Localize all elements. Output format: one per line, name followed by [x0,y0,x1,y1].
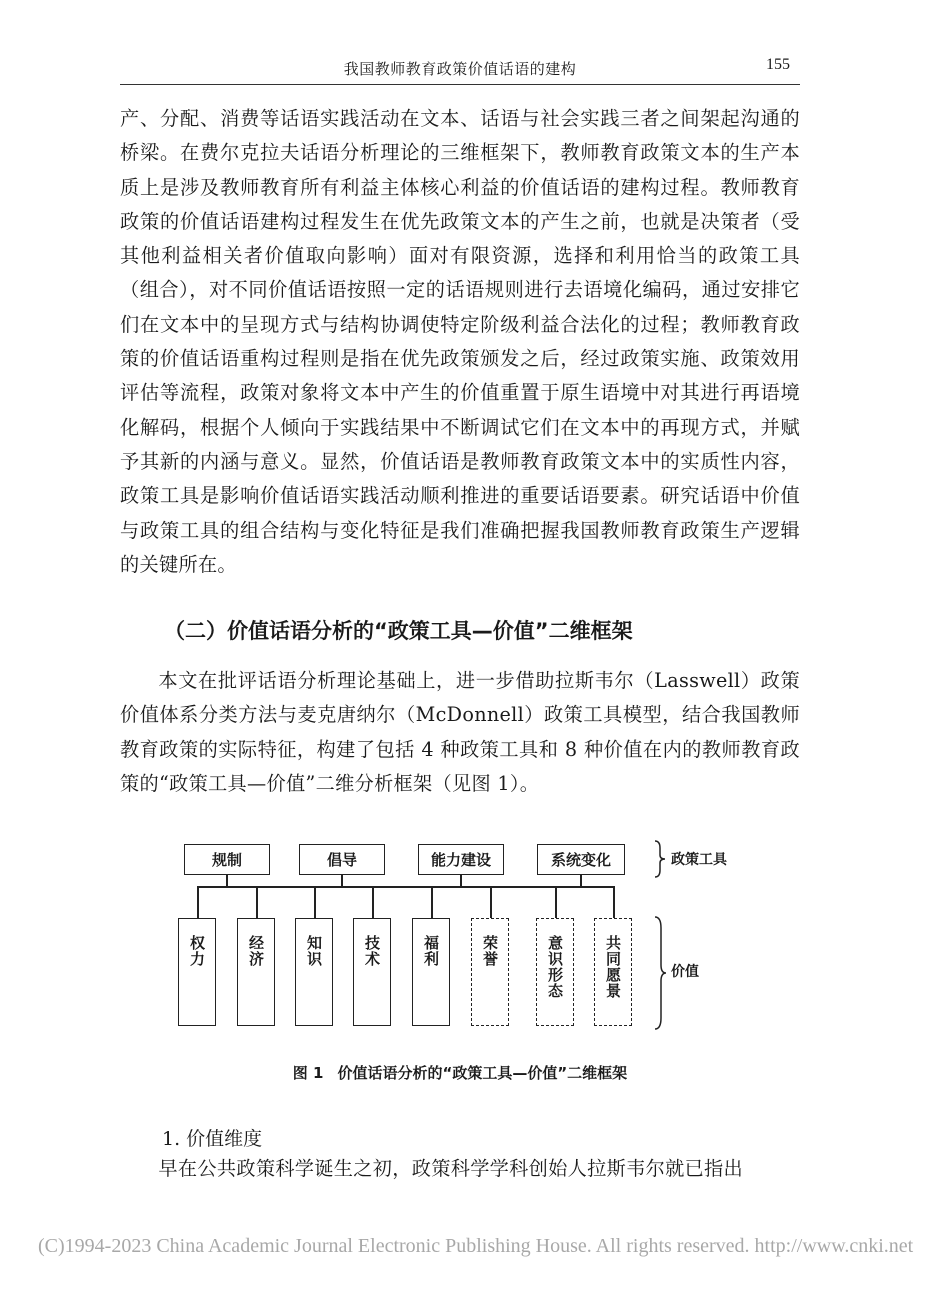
body-paragraph: 本文在批评话语分析理论基础上，进一步借助拉斯韦尔（Lasswell）政策价值体系分类方法与麦克唐纳尔（McDonnell）政策工具模型，结合我国教师教育政策的实际特征，构建了包括 4 种政策工具和 8 种价值在内的教师教育政策的“政策工具—价值”二维分析框架（见图 1）。 [120,669,800,795]
body-paragraph: 产、分配、消费等话语实践活动在文本、话语与社会实践三者之间架起沟通的桥梁。在费尔克拉夫话语分析理论的三维框架下，教师教育政策文本的生产本质上是涉及教师教育所有利益主体核心利益的价值话语的建构过程。教师教育政策的价值话语建构过程发生在优先政策文本的产生之前，也就是决策者（受其他利益相关者价值取向影响）面对有限资源，选择和利用恰当的政策工具（组合），对不同价值话语按照一定的话语规则进行去语境化编码，通过安排它们在文本中的呈现方式与结构协调使特定阶级利益合法化的过程；教师教育政策的价值话语重构过程则是指在优先政策颁发之后，经过政策实施、政策效用评估等流程，政策对象将文本中产生的价值重置于原生语境中对其进行再语境化解码，根据个人倾向于实践结果中不断调试它们在文本中的再现方式，并赋予其新的内涵与意义。显然，价值话语是教师教育政策文本中的实质性内容，政策工具是影响价值话语实践活动顺利推进的重要话语要素。研究话语中价值与政策工具的组合结构与变化特征是我们准确把握我国教师教育政策生产逻辑的关键所在。 [120,107,800,576]
values-brace-label: 价值 [671,964,699,980]
tool-box-capacity: 能力建设 [418,844,504,875]
tools-brace-label: 政策工具 [671,852,727,868]
page-number: 155 [766,56,790,73]
tool-box-system-change: 系统变化 [537,844,625,875]
connector-line [613,886,615,918]
copyright-footer: (C)1994-2023 China Academic Journal Electronic Publishing House. All rights reserved. http://www.cnki.net [38,1235,914,1257]
value-box-shared-vision: 共同愿景 [594,918,632,1026]
paragraph-last [120,1152,800,1186]
value-box-economy: 经济 [237,918,275,1026]
section-heading-text: （二）价值话语分析的“政策工具—价值”二维框架 [164,619,633,643]
value-box-honor: 荣誉 [471,918,509,1026]
figure-caption-text: 价值话语分析的“政策工具—价值”二维框架 [337,1064,628,1082]
figure-caption-number: 图 1 [292,1064,324,1082]
tools-brace-icon [653,840,667,878]
header-rule [120,84,800,85]
connector-line [314,886,316,918]
section-heading [120,615,800,645]
connector-line [555,886,557,918]
connector-line [372,886,374,918]
running-header [120,54,800,84]
running-title: 我国教师教育政策价值话语的建构 [343,60,577,78]
value-box-knowledge: 知识 [295,918,333,1026]
value-box-ideology: 意识形态 [536,918,574,1026]
connector-line [431,886,433,918]
framework-figure [175,838,775,1038]
tool-box-advocacy: 倡导 [299,844,385,875]
connector-line [256,886,258,918]
connector-line [197,886,199,918]
figure-caption [120,1062,800,1083]
subsection-heading: 1. 价值维度 [162,1128,263,1150]
value-box-power: 权力 [178,918,216,1026]
paragraph-continued [120,102,800,582]
value-box-technology: 技术 [353,918,391,1026]
connector-bus [197,886,614,888]
tool-box-regulation: 规制 [184,844,270,875]
connector-line [490,886,492,918]
body-paragraph: 早在公共政策科学诞生之初，政策科学学科创始人拉斯韦尔就已指出 [158,1157,744,1180]
paragraph-intro [120,664,800,801]
value-box-welfare: 福利 [412,918,450,1026]
values-brace-icon [653,916,667,1030]
